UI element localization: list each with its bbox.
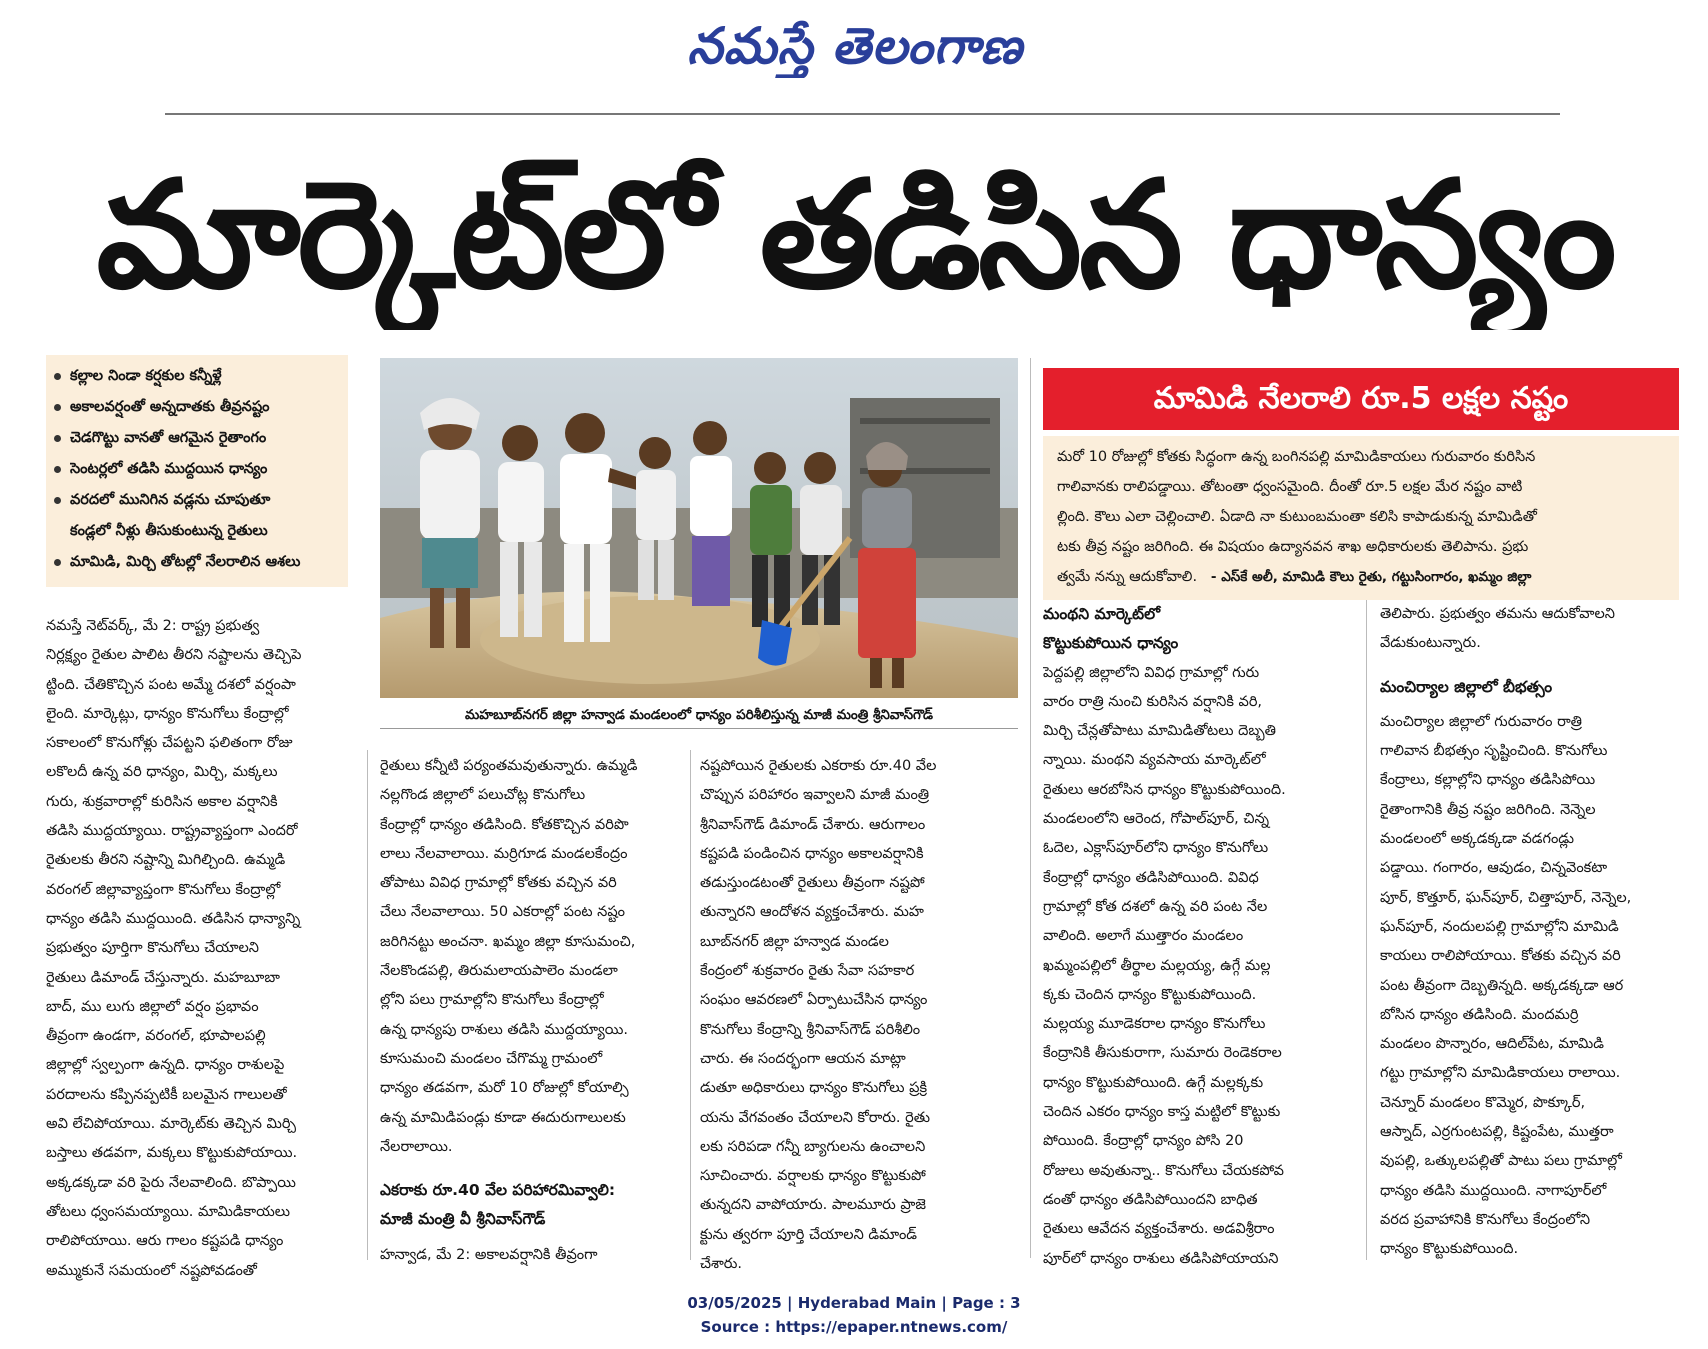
article-column-3 (700, 752, 1018, 1279)
article-line: ఉన్న మామిడిపండ్లు కూడా ఈదురుగాలులకు (380, 1109, 626, 1126)
highlight-item (54, 361, 340, 392)
highlight-item (54, 454, 340, 485)
article-line: పరదాలను కప్పినప్పటికీ బలమైన గాలులతో (46, 1086, 287, 1103)
article-line: కేంద్రాల్లో ధాన్యం తడిసింది. కోతకొచ్చిన వరిపొ (380, 816, 629, 833)
article-line: కాయలు రాలిపోయాయి. కోతకు వచ్చిన వరి (1380, 948, 1621, 965)
article-line: చెందిన ఎకరం ధాన్యం కాస్త మట్టిలో కొట్టుకు (1043, 1104, 1281, 1121)
article-line: ధాన్యం తడిసి ముద్దయింది. నాగాపూర్‌లో (1380, 1182, 1607, 1199)
article-line: మండలంలోని ఆరెంద, గోపాల్‌పూర్‌, చిన్న (1043, 811, 1269, 828)
article-line: లకొలదీ ఉన్న వరి ధాన్యం, మిర్చి, మక్కలు (46, 764, 278, 781)
article-line: నేలరాలాయి. (380, 1138, 453, 1155)
article-line: సూచించారు. వర్షాలకు ధాన్యం కొట్టుకుపో (700, 1168, 926, 1185)
article-line: కేంద్రానికి తీసుకురాగా, సుమారు రెండెకరాల (1043, 1045, 1282, 1062)
quote-signature: - ఎస్‌కే అలీ, మామిడి కౌలు రైతు, గట్టుసింగారం, ఖమ్మం జిల్లా (1210, 569, 1532, 585)
highlight-text: మామిడి, మిర్చి తోటల్లో నేలరాలిన ఆశలు (70, 554, 301, 570)
quote-last-line: త్వమే నన్ను ఆదుకోవాలి. - ఎస్‌కే అలీ, మామిడి కౌలు రైతు, గట్టుసింగారం, ఖమ్మం జిల్లా (1057, 569, 1532, 585)
article-line: తున్నారని ఆందోళన వ్యక్తంచేశారు. మహ (700, 904, 924, 921)
article-line: తెలిపారు. ప్రభుత్వం తమను ఆదుకోవాలని (1380, 606, 1615, 622)
article-line: ఆస్నాద్‌, ఎర్రగుంటపల్లి, కిష్టంపేట, ముత్తరా (1380, 1124, 1614, 1141)
article-line: ధాన్యం తడవగా, మరో 10 రోజుల్లో కోయాల్సి (380, 1080, 629, 1097)
article-column-1 (46, 612, 356, 1286)
article-line: కేంద్రంలో శుక్రవారం రైతు సేవా సహకార (700, 963, 915, 980)
article-line: చెన్నూర్‌ మండలం కొమ్మెర, పొక్కూర్‌, (1380, 1094, 1586, 1111)
article-line: కష్టపడి పండించిన ధాన్యం అకాలవర్షానికి (700, 845, 924, 862)
article-line: బోసిన ధాన్యం తడిసింది. మందమర్రి (1380, 1006, 1579, 1023)
section-subheading: ఎకరాకు రూ.40 వేల పరిహారమివ్వాలి: (380, 1181, 616, 1200)
article-line: నష్టపోయిన రైతులకు ఎకరాకు రూ.40 వేల (700, 758, 937, 774)
article-line: పూర్‌లో ధాన్యం రాశులు తడిసిపోయాయని (1043, 1250, 1279, 1267)
article-line: ధాన్యం కొట్టుకుపోయింది. ఉగ్గే మల్లక్కకు (1043, 1074, 1264, 1091)
farmers-inspecting-grain-image (380, 358, 1018, 698)
article-line: హన్వాడ, మే 2: అకాలవర్షానికి తీవ్రంగా (380, 1246, 598, 1263)
article-line: రైతులు ఆవేదన వ్యక్తంచేశారు. అడవిశ్రీరాం (1043, 1221, 1275, 1238)
article-line: డంతో ధాన్యం తడిసిపోయిందని బాధిత (1043, 1191, 1258, 1208)
article-line: లాలు నేలవాలాయి. మర్రిగూడ మండలకేంద్రం (380, 845, 628, 862)
column-divider (1366, 600, 1367, 1260)
article-line: కేంద్రాలు, కల్లాల్లోని ధాన్యం తడిసిపోయి (1380, 772, 1596, 789)
article-line: పడ్డాయి. గంగారం, ఆవుడం, చిన్నవెంకటా (1380, 860, 1608, 877)
quote-line: గాలివానకు రాలిపడ్డాయి. తోటంతా ధ్వంసమైంది. దీంతో రూ.5 లక్షల మేర నష్టం వాటి (1057, 479, 1523, 495)
article-line: ప్రభుత్వం పూర్తిగా కొనుగోలు చేయాలని (46, 940, 259, 957)
article-line: అవి లేచిపోయాయి. మార్కెట్‌కు తెచ్చిన మిర్చి (46, 1116, 297, 1133)
article-column-2 (380, 752, 680, 1270)
bullet-icon (54, 404, 61, 411)
article-line: సంఘం ఆవరణలో ఏర్పాటుచేసిన ధాన్యం (700, 992, 928, 1009)
article-line: చేశారు. (700, 1256, 743, 1273)
article-line: బస్తాలు తడవగా, మక్కలు కొట్టుకుపోయాయి. (46, 1145, 298, 1162)
article-line: ఘన్‌పూర్‌, నందులపల్లి గ్రామాల్లోని మామిడి (1380, 918, 1619, 935)
bullet-icon (54, 373, 61, 380)
article-line: రాలిపోయాయి. ఆరు గాలం కష్టపడి ధాన్యం (46, 1233, 284, 1250)
article-column-4 (1043, 600, 1353, 1274)
highlight-text: వరదలో మునిగిన వడ్లను చూపుతూ (70, 492, 271, 508)
article-line: తోపాటు వివిధ గ్రామాల్లో కోతకు వచ్చిన వరి (380, 875, 617, 892)
highlight-item (54, 547, 340, 578)
article-line: బూబ్‌నగర్‌ జిల్లా హన్వాడ మండల (700, 933, 889, 950)
article-column-5 (1380, 600, 1680, 1265)
article-line: వరంగల్‌ జిల్లావ్యాప్తంగా కొనుగోలు కేంద్రాల్లో (46, 881, 281, 898)
quote-line: మరో 10 రోజుల్లో కోతకు సిద్ధంగా ఉన్న బంగినపల్లి మామిడికాయలు గురువారం కురిసిన (1057, 449, 1536, 465)
article-line: బాద్‌, ము లుగు జిల్లాలో వర్షం ప్రభావం (46, 998, 259, 1015)
article-line: గ్రామాల్లో కోత దశలో ఉన్న వరి పంట నేల (1043, 898, 1268, 915)
article-line: వారం రాత్రి నుంచి కురిసిన వర్షానికి వరి, (1043, 693, 1263, 710)
article-line: రోజులు అవుతున్నా.. కొనుగోలు చేయకపోవ (1043, 1162, 1284, 1179)
mango-loss-title: మామిడి నేలరాలి రూ.5 లక్షల నష్టం (1043, 368, 1679, 430)
article-line: లైంది. మార్కెట్లు, ధాన్యం కొనుగోలు కేంద్రాల్లో (46, 705, 289, 722)
bullet-icon (54, 435, 61, 442)
column-divider (1030, 358, 1031, 1258)
article-line: ధాన్యం కొట్టుకుపోయింది. (1380, 1241, 1519, 1258)
bullet-icon (54, 559, 61, 566)
article-line: క్టును త్వరగా పూర్తి చేయాలని డిమాండ్‌ (700, 1226, 918, 1243)
highlight-text: కల్లాల నిండా కర్షకుల కన్నీళ్లే (70, 368, 222, 384)
section-subheading: మంచిర్యాల జిల్లాలో బీభత్సం (1380, 677, 1553, 696)
article-line: మల్లయ్య మూడెకరాల ధాన్యం కొనుగోలు (1043, 1016, 1266, 1033)
article-line: రైతులకు తీరని నష్టాన్ని మిగిల్చింది. ఉమ్మడి (46, 852, 286, 869)
section-subheading: కొట్టుకుపోయిన ధాన్యం (1043, 634, 1179, 653)
article-line: డుతూ అధికారులు ధాన్యం కొనుగోలు ప్రక్రి (700, 1080, 928, 1097)
article-line: వాలింది. అలాగే ముత్తారం మండలం (1043, 928, 1244, 945)
article-line: న్నాయి. మంథని వ్యవసాయ మార్కెట్‌లో (1043, 752, 1266, 769)
article-line: ల్లోని పలు గ్రామాల్లోని కొనుగోలు కేంద్రాల్లో (380, 992, 604, 1009)
article-line: సకాలంలో కొనుగోళ్లు చేపట్టని ఫలితంగా రోజు (46, 735, 293, 752)
article-line: మండలం పొన్నారం, ఆదిల్‌పేట, మామిడి (1380, 1036, 1604, 1053)
main-headline: మార్కెట్‌లో తడిసిన ధాన్యం (96, 149, 1614, 321)
article-line: చొప్పున పరిహారం ఇవ్వాలని మాజీ మంత్రి (700, 787, 930, 804)
article-line: నల్లగొండ జిల్లాలో పలుచోట్ల కొనుగోలు (380, 787, 586, 804)
newspaper-masthead: నమస్తే తెలంగాణ (687, 16, 1023, 75)
article-line: పంట తీవ్రంగా దెబ్బతిన్నది. అక్కడక్కడా ఆర (1380, 977, 1624, 994)
highlight-text: చెడగొట్టు వానతో ఆగమైన రైతాంగం (70, 430, 267, 446)
article-line: జిల్లాల్లో స్వల్పంగా ఉన్నది. ధాన్యం రాశులపై (46, 1057, 285, 1074)
bullet-icon (54, 466, 61, 473)
article-line: రైతాంగానికి తీవ్ర నష్టం జరిగింది. నెన్నెల (1380, 801, 1596, 818)
article-line: నమస్తే నెట్‌వర్క్‌, మే 2: రాష్ట్ర ప్రభుత్వ (46, 618, 260, 634)
article-line: అక్కడక్కడా వరి పైరు నేలవాలింది. బొప్పాయి (46, 1174, 296, 1191)
article-line: వరద ప్రవాహానికి కొనుగోలు కేంద్రంలోని (1380, 1211, 1591, 1228)
article-line: క్కకు చెందిన ధాన్యం కొట్టుకుపోయింది. (1043, 986, 1257, 1003)
article-line: పూర్‌, కొత్తూర్‌, ఘన్‌పూర్‌, చిత్తాపూర్‌, నెన్నెల, (1380, 889, 1632, 906)
article-line: తడిసి ముద్దయ్యాయి. రాష్ట్రవ్యాప్తంగా ఎందరో (46, 823, 298, 840)
article-line: తడుస్తుండటంతో రైతులు తీవ్రంగా నష్టపో (700, 875, 925, 892)
mango-loss-quote (1043, 436, 1679, 600)
article-line: నేలకొండపల్లి, తిరుమలాయపాలెం మండలా (380, 963, 618, 980)
highlight-text: సెంటర్లలో తడిసి ముద్దయిన ధాన్యం (70, 461, 268, 477)
highlight-item (54, 423, 340, 454)
article-line: నిర్లక్ష్యం రైతుల పాలిట తీరని నష్టాలను తెచ్చిపె (46, 647, 302, 664)
section-subheading: మాజీ మంత్రి వీ శ్రీనివాస్‌గౌడ్‌ (380, 1210, 546, 1229)
masthead-rule (165, 113, 1560, 115)
photo-caption: మహబూబ్‌నగర్‌ జిల్లా హన్వాడ మండలంలో ధాన్యం పరిశీలిస్తున్న మాజీ మంత్రి శ్రీనివాస్‌గౌడ్‌ (380, 702, 1018, 729)
article-line: ట్టింది. చేతికొచ్చిన పంట అమ్మే దశలో వర్షంపా (46, 676, 296, 693)
article-line: శ్రీనివాస్‌గౌడ్‌ డిమాండ్‌ చేశారు. ఆరుగాలం (700, 816, 926, 833)
article-line: మిర్చి చేన్లతోపాటు మామిడితోటలు దెబ్బతి (1043, 723, 1276, 740)
column-divider (690, 750, 691, 1260)
news-photo (380, 358, 1018, 698)
article-line: అమ్ముకునే సమయంలో నష్టపోవడంతో (46, 1262, 257, 1279)
article-line: కూసుమంచి మండలం చేగొమ్మ గ్రామంలో (380, 1050, 603, 1067)
highlight-text: అకాలవర్షంతో అన్నదాతకు తీవ్రనష్టం (70, 399, 270, 415)
article-line: కేంద్రాల్లో ధాన్యం తడిసిపోయింది. వివిధ (1043, 869, 1259, 886)
highlight-text: కండ్లలో నీళ్లు తీసుకుంటున్న రైతులు (70, 523, 268, 539)
article-line: మంచిర్యాల జిల్లాలో గురువారం రాత్రి (1380, 713, 1582, 730)
bullet-icon (54, 497, 61, 504)
article-line: వుపల్లి, ఒత్కులపల్లితో పాటు పలు గ్రామాల్లో (1380, 1153, 1622, 1170)
article-line: రైతులు కన్నీటి పర్యంతమవుతున్నారు. ఉమ్మడి (380, 758, 638, 774)
article-line: చారు. ఈ సందర్భంగా ఆయన మాట్లా (700, 1050, 906, 1067)
article-line: యను వేగవంతం చేయాలని కోరారు. రైతు (700, 1109, 931, 1126)
highlight-item (54, 485, 340, 516)
article-line: ఉన్న ధాన్యపు రాశులు తడిసి ముద్దయ్యాయి. (380, 1021, 628, 1038)
article-line: లకు సరిపడా గన్నీ బ్యాగులను ఉంచాలని (700, 1138, 926, 1155)
page-meta: 03/05/2025 | Hyderabad Main | Page : 3 (687, 1294, 1021, 1312)
highlights-box (46, 355, 348, 587)
highlight-item (54, 392, 340, 423)
article-line: గురు, శుక్రవారాల్లో కురిసిన అకాల వర్షానికి (46, 793, 278, 810)
article-line: ఖమ్మంపల్లిలో తీర్థాల మల్లయ్య, ఉగ్గే మల్ల (1043, 957, 1271, 974)
source-url: Source : https://epaper.ntnews.com/ (700, 1318, 1008, 1336)
quote-line: ల్లింది. కౌలు ఎలా చెల్లించాలి. ఏడాది నా కుటుంబమంతా కలిసి కాపాడుకున్న మామిడితో (1057, 509, 1537, 525)
column-divider (367, 750, 368, 1260)
article-line: గట్టు గ్రామాల్లోని మామిడికాయలు రాలాయి. (1380, 1065, 1621, 1082)
article-line: మండలంలో అక్కడక్కడా వడగండ్లు (1380, 831, 1575, 848)
article-line: పోయింది. కేంద్రాల్లో ధాన్యం పోసి 20 (1043, 1133, 1244, 1150)
article-line: పెద్దపల్లి జిల్లాలోని వివిధ గ్రామాల్లో గురు (1043, 664, 1260, 681)
article-line: రైతులు ఆరబోసిన ధాన్యం కొట్టుకుపోయింది. (1043, 781, 1286, 798)
article-line: గాలివాన బీభత్సం సృష్టించింది. కొనుగోలు (1380, 743, 1608, 760)
article-line: కొనుగోలు కేంద్రాన్ని శ్రీనివాస్‌గౌడ్‌ పరిశీలిం (700, 1021, 921, 1038)
article-line: రైతులు డిమాండ్‌ చేస్తున్నారు. మహబూబా (46, 969, 280, 986)
quote-line: టకు తీవ్ర నష్టం జరిగింది. ఈ విషయం ఉద్యానవన శాఖ అధికారులకు తెలిపాను. ప్రభు (1057, 539, 1529, 555)
article-line: వేడుకుంటున్నారు. (1380, 635, 1481, 652)
article-line: జరిగినట్టు అంచనా. ఖమ్మం జిల్లా కూసుమంచి, (380, 933, 636, 950)
article-line: చేలు నేలవాలాయి. 50 ఎకరాల్లో పంట నష్టం (380, 904, 626, 921)
article-line: తీవ్రంగా ఉండగా, వరంగల్‌, భూపాలపల్లి (46, 1028, 266, 1045)
article-line: ధాన్యం తడిసి ముద్దయింది. తడిసిన ధాన్యాన్ని (46, 910, 301, 927)
article-line: తున్నదని వాపోయారు. పాలమూరు ప్రాజె (700, 1197, 926, 1214)
section-subheading: మంథని మార్కెట్‌లో (1043, 605, 1161, 623)
article-line: ఓదెల, ఎక్లాస్‌పూర్‌లోని ధాన్యం కొనుగోలు (1043, 840, 1269, 857)
article-line: తోటలు ధ్వంసమయ్యాయి. మామిడికాయలు (46, 1203, 291, 1220)
